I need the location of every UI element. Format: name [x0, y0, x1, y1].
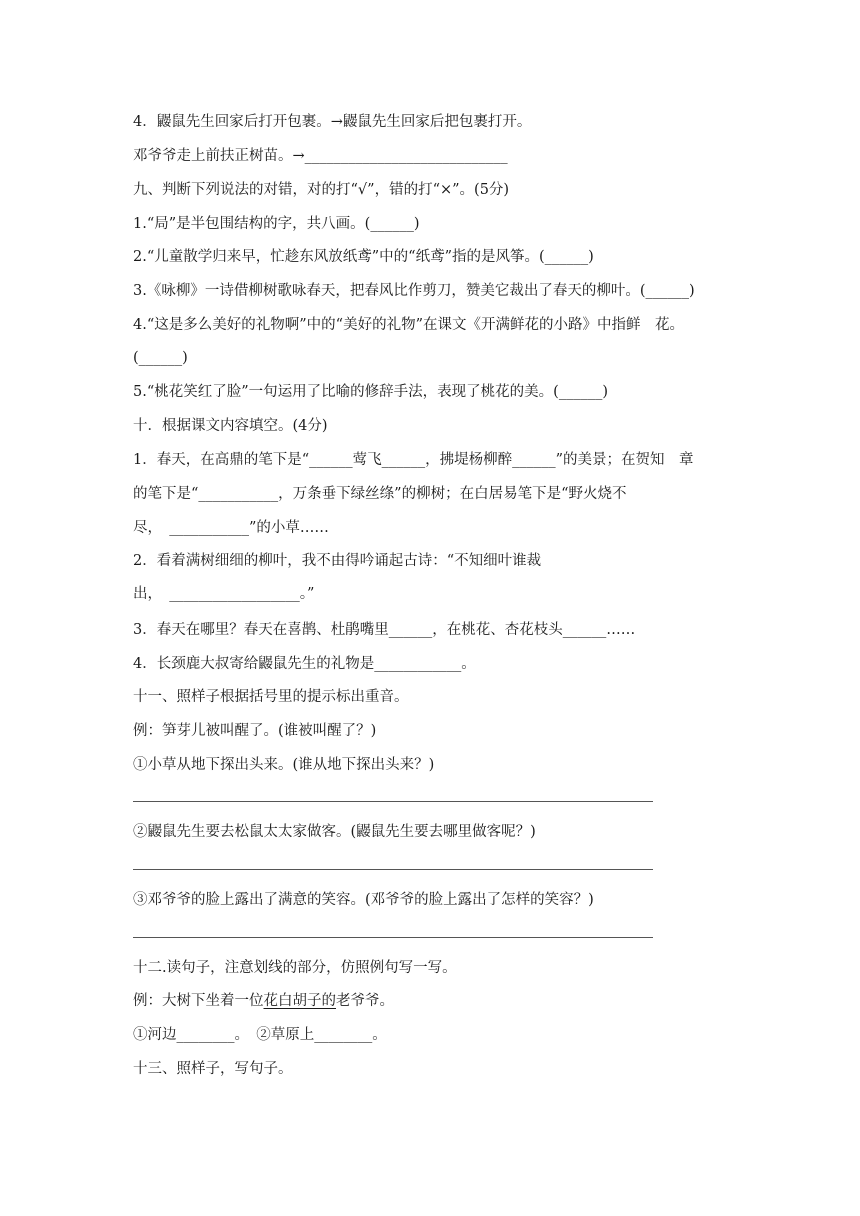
fill-item-1-line-1: 1．春天，在高鼎的笔下是“______莺飞______，拂堤杨柳醉______”的美景；在贺知 章: [133, 452, 694, 468]
judge-item-4: 4.“这是多么美好的礼物啊”中的“美好的礼物”在课文《开满鲜花的小路》中指鲜 花。: [133, 317, 684, 333]
fill-item-4: 4．长颈鹿大叔寄给鼹鼠先生的礼物是____________。: [133, 656, 476, 672]
rewrite-question: 邓爷爷走上前扶正树苗。→____________________________: [133, 148, 508, 164]
judge-item-3: 3.《咏柳》一诗借柳树歌咏春天，把春风比作剪刀，赞美它裁出了春天的柳叶。(______): [133, 283, 695, 299]
fill-item-1-line-2: 的笔下是“___________，万条垂下绿丝绦”的柳树；在白居易笔下是“野火烧不: [133, 486, 627, 502]
judge-item-4-answer: (______): [133, 350, 188, 366]
stress-question-2: ②鼹鼠先生要去松鼠太太家做客。(鼹鼠先生要去哪里做客呢？): [133, 824, 536, 840]
rewrite-example: 4．鼹鼠先生回家后打开包裹。→鼹鼠先生回家后把包裹打开。: [133, 114, 532, 130]
imitate-example-start: 例：大树下坐着一位: [133, 993, 264, 1009]
section-11-heading: 十一、照样子根据括号里的提示标出重音。: [133, 689, 409, 705]
section-12-heading: 十二.读句子，注意划线的部分，仿照例句写一写。: [133, 960, 457, 976]
stress-question-3: ③邓爷爷的脸上露出了满意的笑容。(邓爷爷的脸上露出了怎样的笑容？): [133, 892, 594, 908]
fill-item-1-line-3: 尽， ___________”的小草……: [133, 520, 329, 536]
imitate-questions: ①河边________。 ②草原上________。: [133, 1027, 387, 1043]
fill-item-3: 3．春天在哪里？春天在喜鹊、杜鹃嘴里______，在桃花、杏花枝头______……: [133, 622, 636, 638]
fill-item-2-line-1: 2．看着满树细细的柳叶，我不由得吟诵起古诗：“不知细叶谁裁: [133, 553, 542, 569]
stress-question-1: ①小草从地下探出头来。(谁从地下探出头来？): [133, 757, 435, 773]
section-9-heading: 九、判断下列说法的对错，对的打“√”，错的打“×”。(5分): [133, 182, 510, 198]
section-13-heading: 十三、照样子，写句子。: [133, 1061, 293, 1077]
judge-item-2: 2.“儿童散学归来早，忙趁东风放纸鸢”中的“纸鸢”指的是风筝。(______): [133, 249, 594, 265]
imitate-example: [133, 991, 394, 1011]
judge-item-1: 1.“局”是半包围结构的字，共八画。(______): [133, 216, 420, 232]
section-10-heading: 十．根据课文内容填空。(4分): [133, 418, 328, 434]
fill-item-2-line-2: 出， __________________。”: [133, 586, 315, 602]
answer-line-3[interactable]: [133, 937, 653, 938]
judge-item-5: 5.“桃花笑红了脸”一句运用了比喻的修辞手法，表现了桃花的美。(______): [133, 384, 608, 400]
imitate-example-end: 老爷爷。: [336, 993, 394, 1009]
answer-line-2[interactable]: [133, 869, 653, 870]
imitate-example-underlined: 花白胡子的: [263, 993, 336, 1009]
answer-line-1[interactable]: [133, 801, 653, 802]
stress-example: 例：笋芽儿被叫醒了。(谁被叫醒了？): [133, 723, 377, 739]
